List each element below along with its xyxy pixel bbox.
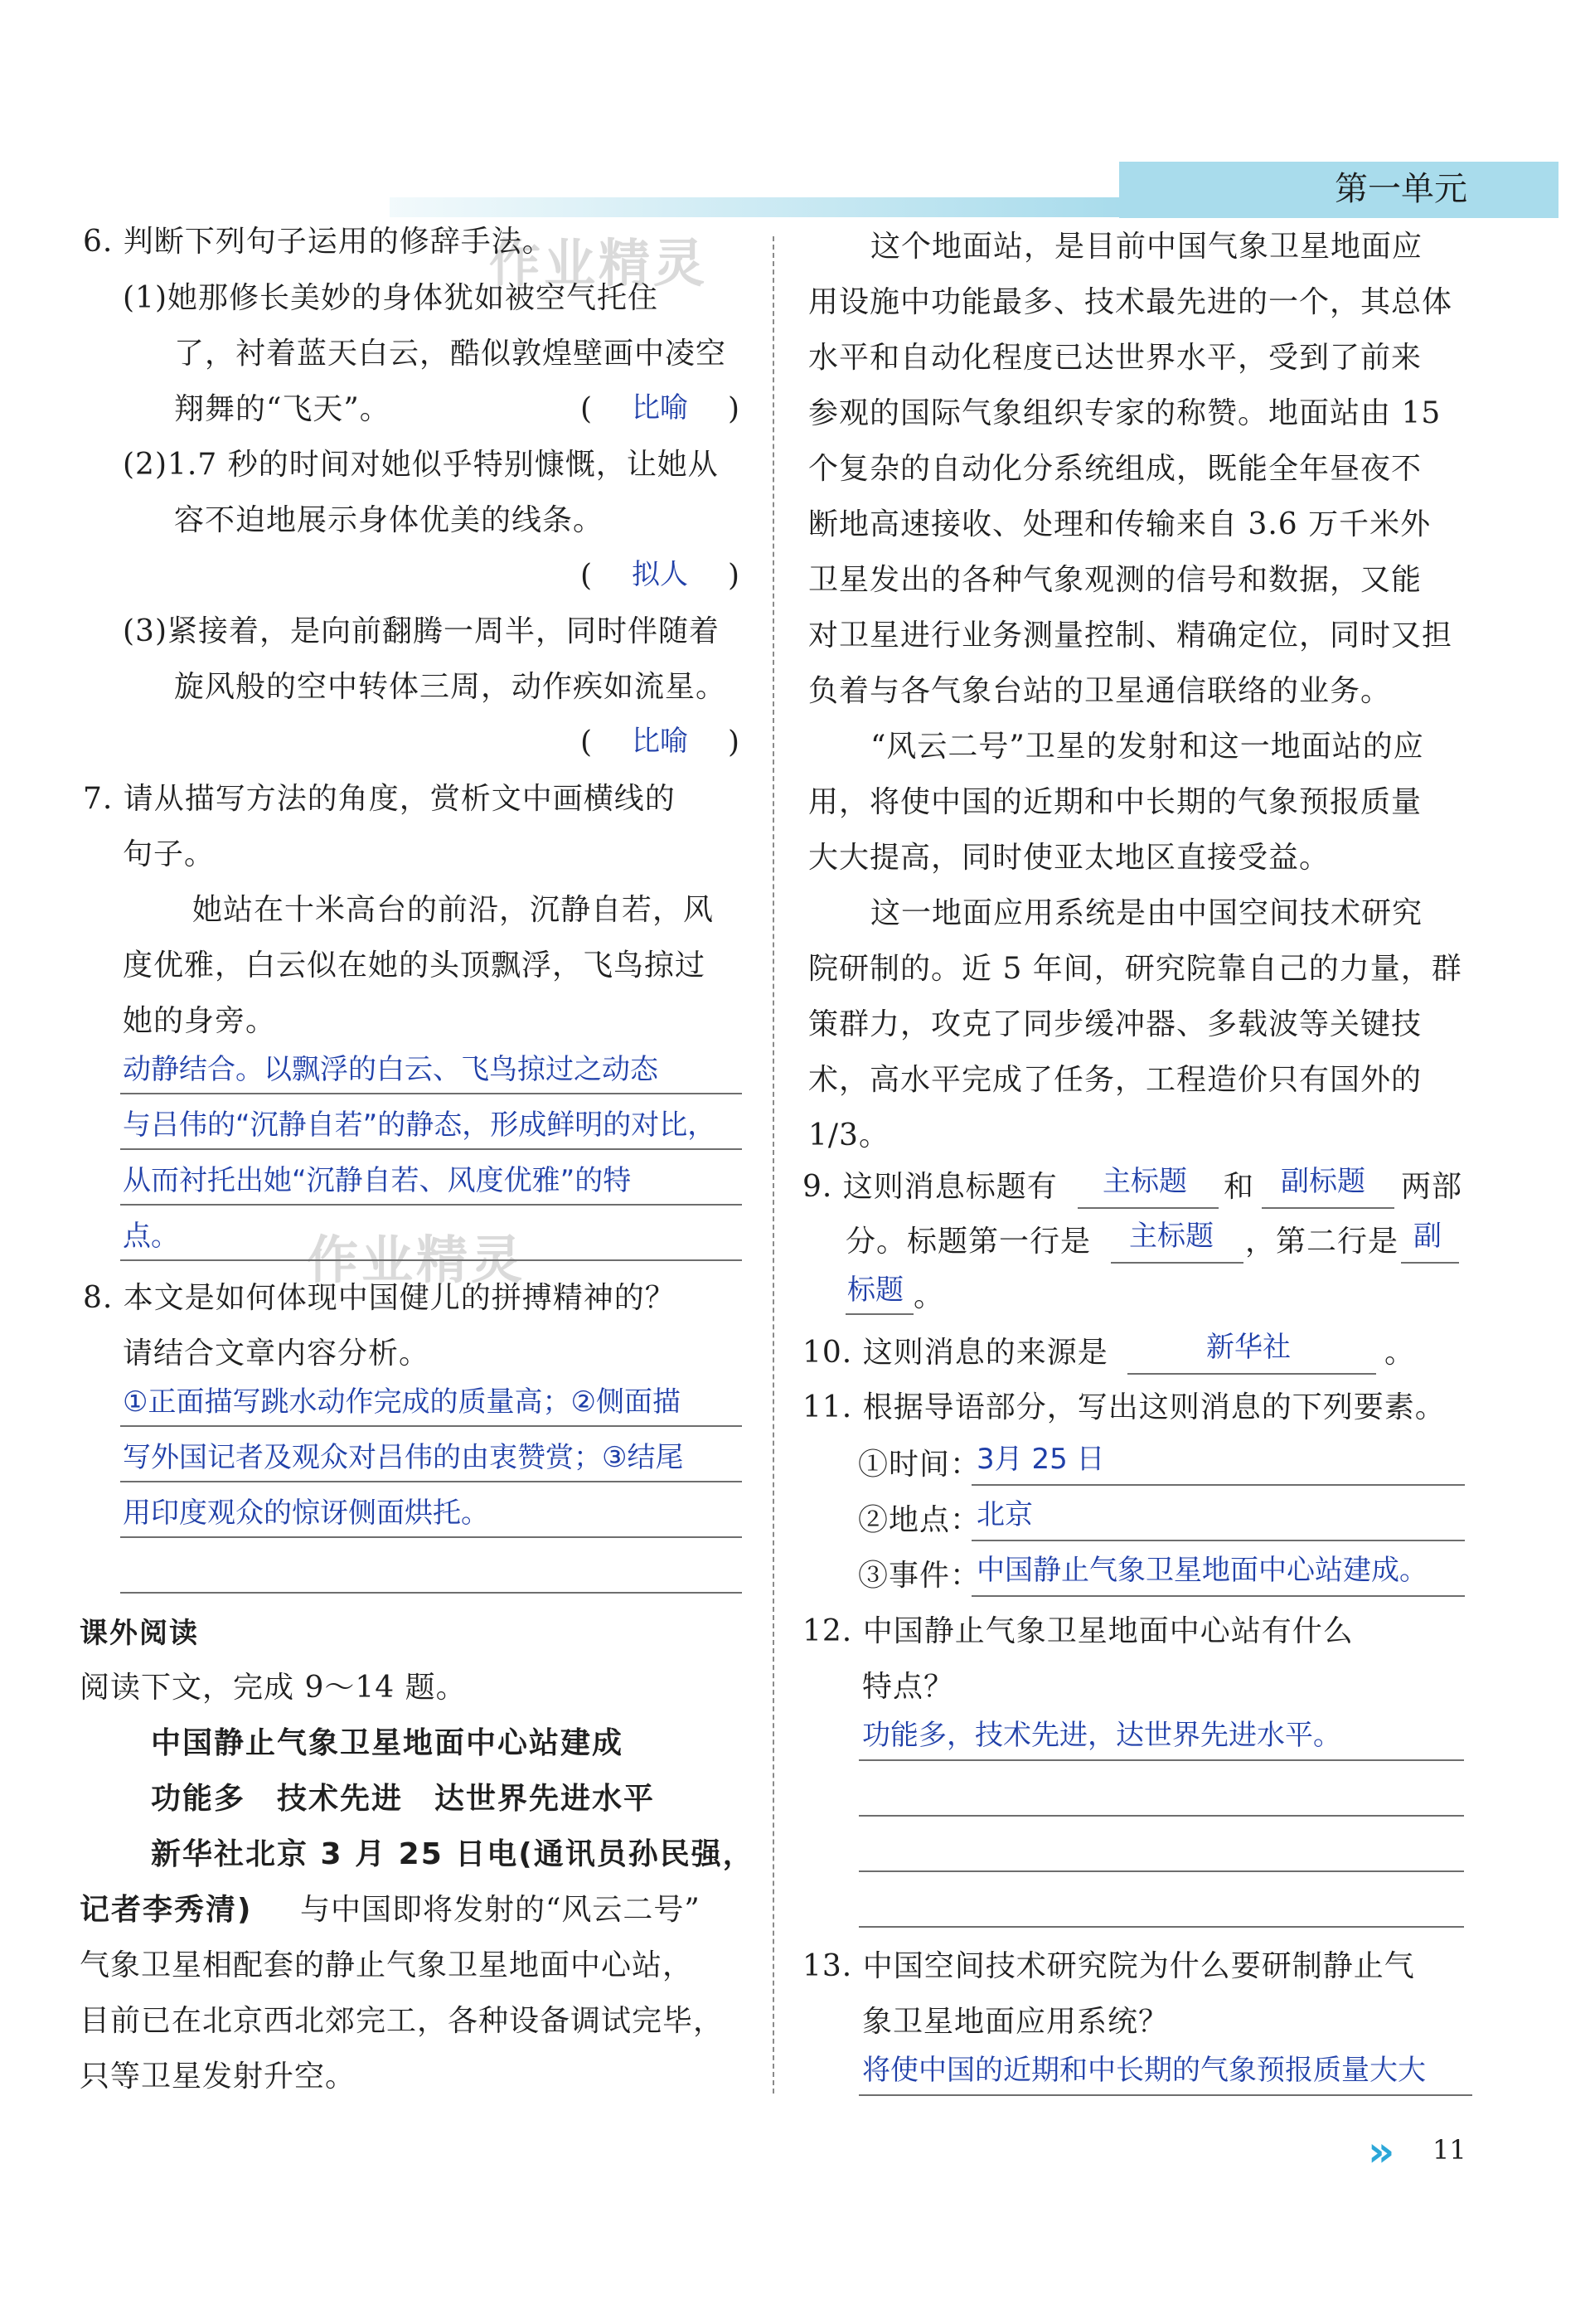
body-line: 这一地面应用系统是由中国空间技术研究	[870, 896, 1423, 930]
q13-answer: 将使中国的近期和中长期的气象预报质量大大	[862, 2054, 1426, 2087]
body-line: 大大提高，同时使亚太地区直接受益。	[808, 841, 1331, 875]
q7-answer-line: 动静结合。以飘浮的白云、飞鸟掠过之动态	[123, 1053, 658, 1086]
body-line: 参观的国际气象组织专家的称赞。地面站由 15	[808, 396, 1442, 430]
body-line: 负着与各气象台站的卫星通信联络的业务。	[808, 674, 1392, 708]
paren-left: (	[580, 725, 594, 759]
q13-title: 象卫星地面应用系统？	[862, 2005, 1170, 2039]
q7-quote: 她的身旁。	[123, 1004, 277, 1038]
paren-right: )	[728, 725, 741, 759]
q9-answer: 标题	[847, 1274, 904, 1307]
headline-main: 中国静止气象卫星地面中心站建成	[151, 1726, 624, 1760]
body-line: “风云二号”卫星的发射和这一地面站的应	[870, 730, 1424, 764]
q7-answer-line: 从而衬托出她“沉静自若、风度优雅”的特	[123, 1164, 632, 1197]
q7-title: 7. 请从描写方法的角度，赏析文中画横线的	[83, 782, 676, 816]
body-line: 只等卫星发射升空。	[80, 2060, 356, 2094]
unit-title: 第一单元	[1335, 170, 1467, 208]
paren-right: )	[728, 392, 741, 426]
headline-sub: 功能多 技术先进 达世界先进水平	[151, 1782, 656, 1816]
q12-answer: 功能多，技术先进，达世界先进水平。	[862, 1719, 1341, 1752]
body-line: 卫星发出的各种气象观测的信号和数据，又能	[808, 563, 1423, 597]
body-line: 气象卫星相配套的静止气象卫星地面中心站，	[80, 1948, 694, 1982]
q9-text: 和	[1224, 1170, 1255, 1204]
q6-1-line: (1)她那修长美妙的身体犹如被空气托住	[123, 281, 658, 315]
q8-answer-line: 写外国记者及观众对吕伟的由衷赞赏；③结尾	[123, 1441, 684, 1474]
q8-title: 8. 本文是如何体现中国健儿的拼搏精神的？	[83, 1281, 676, 1315]
q8-answer-line: ①正面描写跳水动作完成的质量高；②侧面描	[123, 1385, 681, 1419]
q11-answer: 北京	[977, 1498, 1033, 1531]
q9-text: 两部	[1401, 1170, 1463, 1204]
body-line: 院研制的。近 5 年间，研究院靠自己的力量，群	[808, 952, 1462, 986]
body-line: 目前已在北京西北郊完工，各种设备调试完毕，	[80, 2004, 725, 2038]
q9-text: ，第二行是	[1245, 1225, 1399, 1259]
q6-2-line: (2)1.7 秒的时间对她似乎特别慷慨，让她从	[123, 448, 719, 482]
q9-text: 分。标题第一行是	[846, 1225, 1092, 1259]
news-lead: 记者李秀清)	[80, 1893, 253, 1927]
q9-answer: 主标题	[1103, 1165, 1187, 1198]
body-line: 水平和自动化程度已达世界水平，受到了前来	[808, 341, 1423, 375]
news-lead: 新华社北京 3 月 25 日电(通讯员孙民强，	[151, 1837, 754, 1871]
q8-answer-line: 用印度观众的惊讶侧面烘托。	[123, 1497, 489, 1530]
body-line: 用设施中功能最多、技术最先进的一个，其总体	[808, 285, 1453, 319]
column-divider	[773, 236, 774, 2094]
paren-left: (	[580, 559, 594, 593]
body-line: 术，高水平完成了任务，工程造价只有国外的	[808, 1063, 1423, 1097]
q12-title: 12. 中国静止气象卫星地面中心站有什么	[802, 1614, 1354, 1648]
body-line: 个复杂的自动化分系统组成，既能全年昼夜不	[808, 452, 1423, 486]
q7-answer-line: 与吕伟的“沉静自若”的静态，形成鲜明的对比，	[123, 1109, 716, 1142]
q11-label: ②地点：	[858, 1503, 982, 1537]
q7-quote: 度优雅，白云似在她的头顶飘浮，飞鸟掠过	[123, 949, 706, 982]
news-lead: 与中国即将发射的“风云二号”	[300, 1893, 700, 1927]
q10-text: 10. 这则消息的来源是	[802, 1336, 1108, 1370]
body-line: 断地高速接收、处理和传输来自 3.6 万千米外	[808, 507, 1432, 541]
q10-answer: 新华社	[1206, 1331, 1291, 1364]
q11-title: 11. 根据导语部分，写出这则消息的下列要素。	[802, 1390, 1446, 1424]
q9-text: 。	[914, 1279, 945, 1313]
q9-text: 9. 这则消息标题有	[802, 1170, 1058, 1204]
paren-left: (	[580, 392, 594, 426]
q6-2-answer: 拟人	[632, 558, 688, 591]
q6-3-line: (3)紧接着，是向前翻腾一周半，同时伴随着	[123, 614, 720, 648]
q9-answer: 副标题	[1281, 1165, 1365, 1198]
q12-title: 特点？	[862, 1670, 955, 1704]
page-number: 11	[1432, 2134, 1466, 2166]
q8-title: 请结合文章内容分析。	[123, 1337, 430, 1371]
section-title: 课外阅读	[80, 1617, 199, 1650]
q11-answer: 3月 25 日	[977, 1443, 1105, 1476]
watermark: 作业精灵	[307, 1230, 526, 1290]
watermark: 作业精灵	[489, 233, 709, 294]
body-line: 对卫星进行业务测量控制、精确定位，同时又担	[808, 619, 1453, 653]
q7-quote: 她站在十米高台的前沿，沉静自若，风	[192, 893, 715, 927]
q6-3-line: 旋风般的空中转体三周，动作疾如流星。	[174, 670, 727, 704]
body-line: 这个地面站，是目前中国气象卫星地面应	[870, 230, 1423, 264]
q10-text: 。	[1384, 1336, 1416, 1370]
q6-1-answer: 比喻	[632, 391, 688, 425]
next-arrows-icon: »	[1368, 2128, 1395, 2176]
q6-1-line: 翔舞的“飞天”。	[174, 392, 390, 426]
q11-label: ①时间：	[858, 1448, 982, 1482]
body-line: 用，将使中国的近期和中长期的气象预报质量	[808, 785, 1423, 819]
q6-2-line: 容不迫地展示身体优美的线条。	[174, 503, 604, 537]
q11-label: ③事件：	[858, 1559, 982, 1593]
q6-3-answer: 比喻	[632, 725, 688, 758]
q6-1-line: 了，衬着蓝天白云，酷似敦煌壁画中凌空	[174, 337, 727, 371]
header-band	[390, 197, 1119, 217]
q7-title: 句子。	[123, 837, 216, 871]
body-line: 策群力，攻克了同步缓冲器、多载波等关键技	[808, 1007, 1423, 1041]
body-line: 1/3。	[808, 1118, 890, 1152]
q7-answer-line: 点。	[123, 1220, 179, 1253]
q11-answer: 中国静止气象卫星地面中心站建成。	[977, 1554, 1428, 1587]
reading-instruction: 阅读下文，完成 9～14 题。	[80, 1671, 467, 1705]
paren-right: )	[728, 559, 741, 593]
q9-answer: 副	[1413, 1220, 1442, 1253]
q9-answer: 主标题	[1129, 1220, 1214, 1253]
q6-title: 6. 判断下列句子运用的修辞手法。	[83, 225, 553, 259]
q13-title: 13. 中国空间技术研究院为什么要研制静止气	[802, 1949, 1415, 1983]
